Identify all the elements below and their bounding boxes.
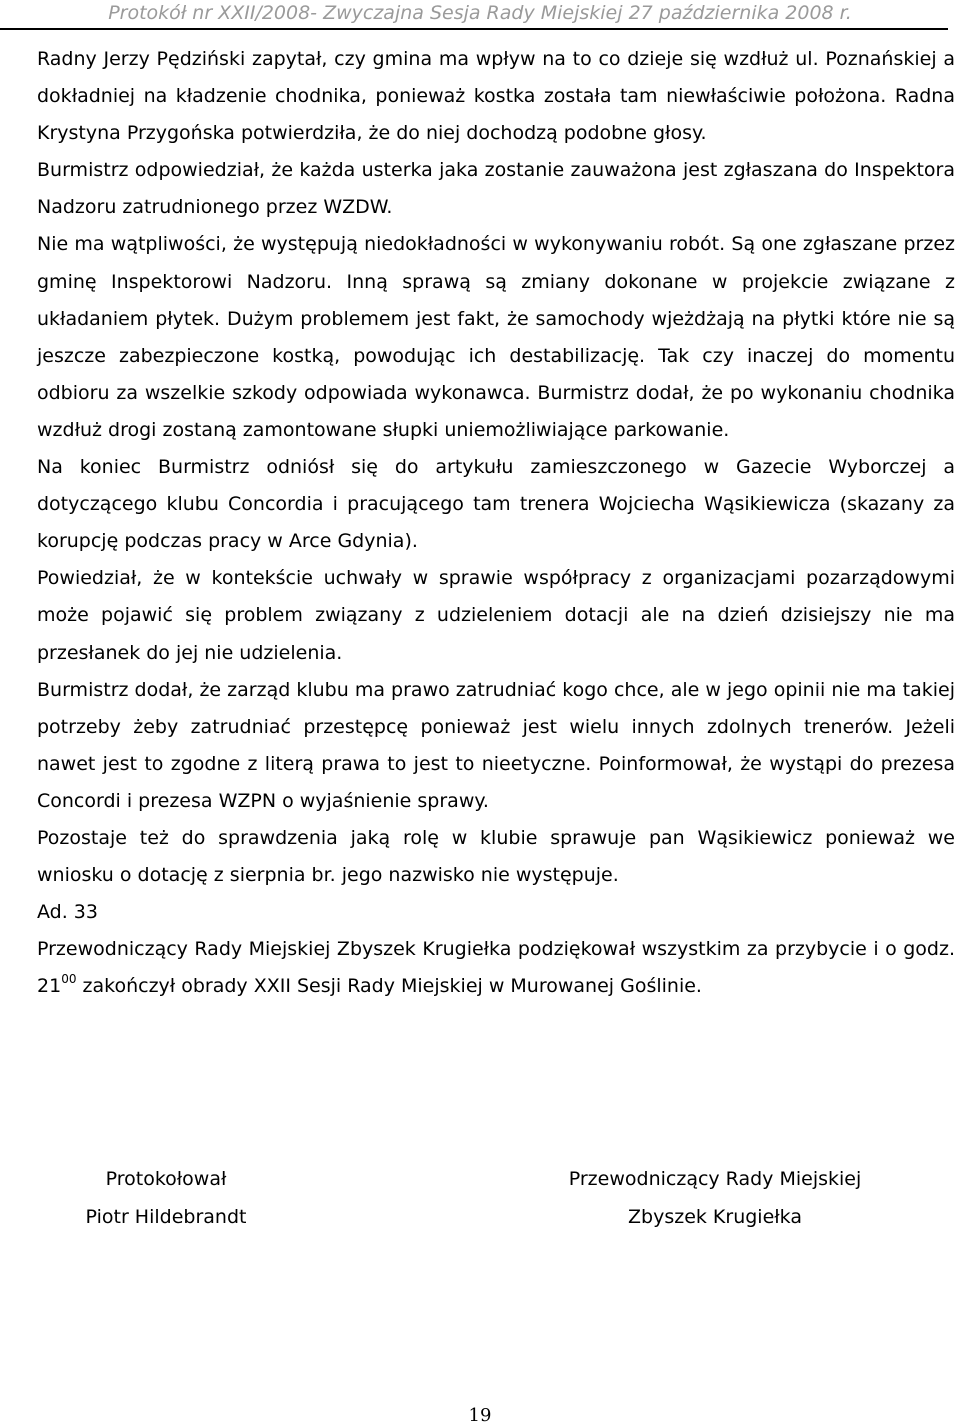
signature-block-recorder xyxy=(56,1160,276,1236)
signature-role: Protokołował xyxy=(105,1168,227,1190)
header-divider xyxy=(0,28,948,30)
document-header: Protokół nr XXII/2008- Zwyczajna Sesja Rady Miejskiej 27 października 2008 r. xyxy=(108,2,852,24)
closing-paragraph xyxy=(37,931,955,1005)
signature-role: Przewodniczący Rady Miejskiej xyxy=(568,1168,862,1190)
paragraph: Nie ma wątpliwości, że występują niedokładności w wykonywaniu robót. Są one zgłaszane przez gminę Inspektorowi Nadzoru. Inną sprawą są zmiany dokonane w projekcie związane z układaniem płytek. Dużym problemem jest fakt, że samochody wjeżdżają na płytki które nie są jeszcze zabezpieczone kostką, powodując ich destabilizację. Tak czy inaczej do momentu odbioru za wszelkie szkody odpowiada wykonawca. Burmistrz dodał, że po wykonaniu chodnika wzdłuż drogi zostaną zamontowane słupki uniemożliwiające parkowanie. xyxy=(37,233,955,441)
paragraph: Powiedział, że w kontekście uchwały w sprawie współpracy z organizacjami pozarządowymi może pojawić się problem związany z udzieleniem dotacji ale na dzień dzisiejszy nie ma przesłanek do jej nie udzielenia. xyxy=(37,567,955,664)
closing-text: Przewodniczący Rady Miejskiej Zbyszek Krugiełka podziękował wszystkim za przybycie i o godz. 21 xyxy=(37,938,955,998)
paragraph: Radny Jerzy Pędziński zapytał, czy gmina ma wpływ na to co dzieje się wzdłuż ul. Poznańskiej a dokładniej na kładzenie chodnika, ponieważ kostka została tam niewłaściwie położona. Radna Krystyna Przygońska potwierdziła, że do niej dochodzą podobne głosy. xyxy=(37,48,955,145)
paragraph: Burmistrz dodał, że zarząd klubu ma prawo zatrudniać kogo chce, ale w jego opinii nie ma takiej potrzeby żeby zatrudniać przestępcę ponieważ jest wielu innych zdolnych trenerów. Jeżeli nawet jest to zgodne z literą prawa to jest to nieetyczne. Poinformował, że wystąpi do prezesa Concordi i prezesa WZPN o wyjaśnienie sprawy. xyxy=(37,678,955,812)
signature-name: Piotr Hildebrandt xyxy=(85,1206,247,1228)
paragraph: Burmistrz odpowiedział, że każda usterka jaka zostanie zauważona jest zgłaszana do Inspektora Nadzoru zatrudnionego przez WZDW. xyxy=(37,159,955,219)
signature-block-chairman xyxy=(530,1160,900,1236)
time-minutes-superscript: 00 xyxy=(61,972,77,987)
paragraph: Na koniec Burmistrz odniósł się do artykułu zamieszczonego w Gazecie Wyborczej a dotyczącego klubu Concordia i pracującego tam trenera Wojciecha Wąsikiewicza (skazany za korupcję podczas pracy w Arce Gdynia). xyxy=(37,456,955,553)
page-number: 19 xyxy=(468,1405,492,1426)
closing-text-end: zakończył obrady XXII Sesji Rady Miejskiej w Murowanej Goślinie. xyxy=(76,975,702,998)
signature-name: Zbyszek Krugiełka xyxy=(628,1206,802,1228)
document-body xyxy=(37,41,955,1005)
paragraph: Pozostaje też do sprawdzenia jaką rolę w klubie sprawuje pan Wąsikiewicz ponieważ we wniosku o dotację z sierpnia br. jego nazwisko nie występuje. xyxy=(37,826,955,887)
agenda-item-heading: Ad. 33 xyxy=(37,901,98,924)
